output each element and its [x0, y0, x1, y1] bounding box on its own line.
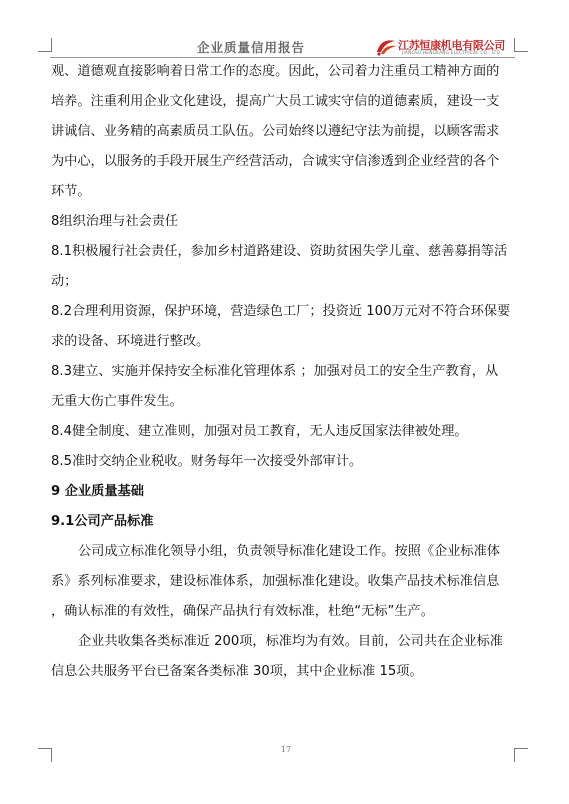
- paragraph-line: 信息公共服务平台已备案各类标准 30项，其中企业标准 15项。: [51, 664, 423, 679]
- crop-mark-bottom-right: [514, 748, 528, 762]
- paragraph-line: ，确认标准的有效性，确保产品执行有效标准，杜绝“无标”生产。: [51, 604, 434, 619]
- paragraph-line: 系》系列标准要求，建设标准体系，加强标准化建设。收集产品技术标准信息: [51, 574, 500, 589]
- paragraph-line: 8.3建立、实施并保持安全标准化管理体系 ；加强对员工的安全生产教育，从: [51, 364, 499, 379]
- subsection-heading: 9.1公司产品标准: [51, 514, 154, 529]
- paragraph-line: 8.1积极履行社会责任，参加乡村道路建设、资助贫困失学儿童、慈善募捐等活: [51, 244, 508, 259]
- paragraph-line: 求的设备、环境进行整改。: [51, 334, 210, 349]
- company-name-en: JIANGSU HENGKANG ELECTRICAL CO., LTD.: [402, 51, 502, 56]
- company-logo: [375, 37, 515, 59]
- paragraph-line: 8.4健全制度、建立准则，加强对员工教育，无人违反国家法律被处理。: [51, 424, 468, 439]
- crop-mark-top-right: [514, 38, 528, 52]
- paragraph-line: 公司成立标准化领导小组，负责领导标准化建设工作。按照《企业标准体: [78, 544, 500, 559]
- paragraph-line: 为中心，以服务的手段开展生产经营活动，合诚实守信渗透到企业经营的各个: [51, 154, 500, 169]
- section-heading: 9 企业质量基础: [51, 484, 144, 499]
- paragraph-line: 观、道德观直接影响着日常工作的态度。因此，公司着力注重员工精神方面的: [51, 64, 500, 79]
- company-name-cn: 江苏恒康机电有限公司: [398, 39, 505, 52]
- hengkang-logo-icon: [375, 37, 397, 57]
- paragraph-line: 企业共收集各类标准近 200项，标准均为有效。目前，公司共在企业标准: [78, 634, 503, 649]
- paragraph-line: 动；: [51, 274, 78, 289]
- paragraph-line: 8.2合理利用资源，保护环境，营造绿色工厂；投资近 100万元对不符合环保要: [51, 304, 511, 319]
- page-number: 17: [280, 745, 292, 754]
- crop-mark-top-left: [38, 38, 52, 52]
- paragraph-line: 讲诚信、业务精的高素质员工队伍。公司始终以遵纪守法为前提，以顾客需求: [51, 124, 500, 139]
- paragraph-line: 环节。: [51, 184, 91, 199]
- paragraph-line: 培养。注重利用企业文化建设，提高广大员工诚实守信的道德素质，建设一支: [51, 94, 500, 109]
- header-divider: [50, 57, 515, 58]
- header-title: 企业质量信用报告: [197, 40, 306, 55]
- crop-mark-bottom-left: [38, 748, 52, 762]
- paragraph-line: 8.5准时交纳企业税收。财务每年一次接受外部审计。: [51, 454, 363, 469]
- section-heading: 8组织治理与社会责任: [51, 214, 179, 229]
- paragraph-line: 无重大伤亡事件发生。: [51, 394, 183, 409]
